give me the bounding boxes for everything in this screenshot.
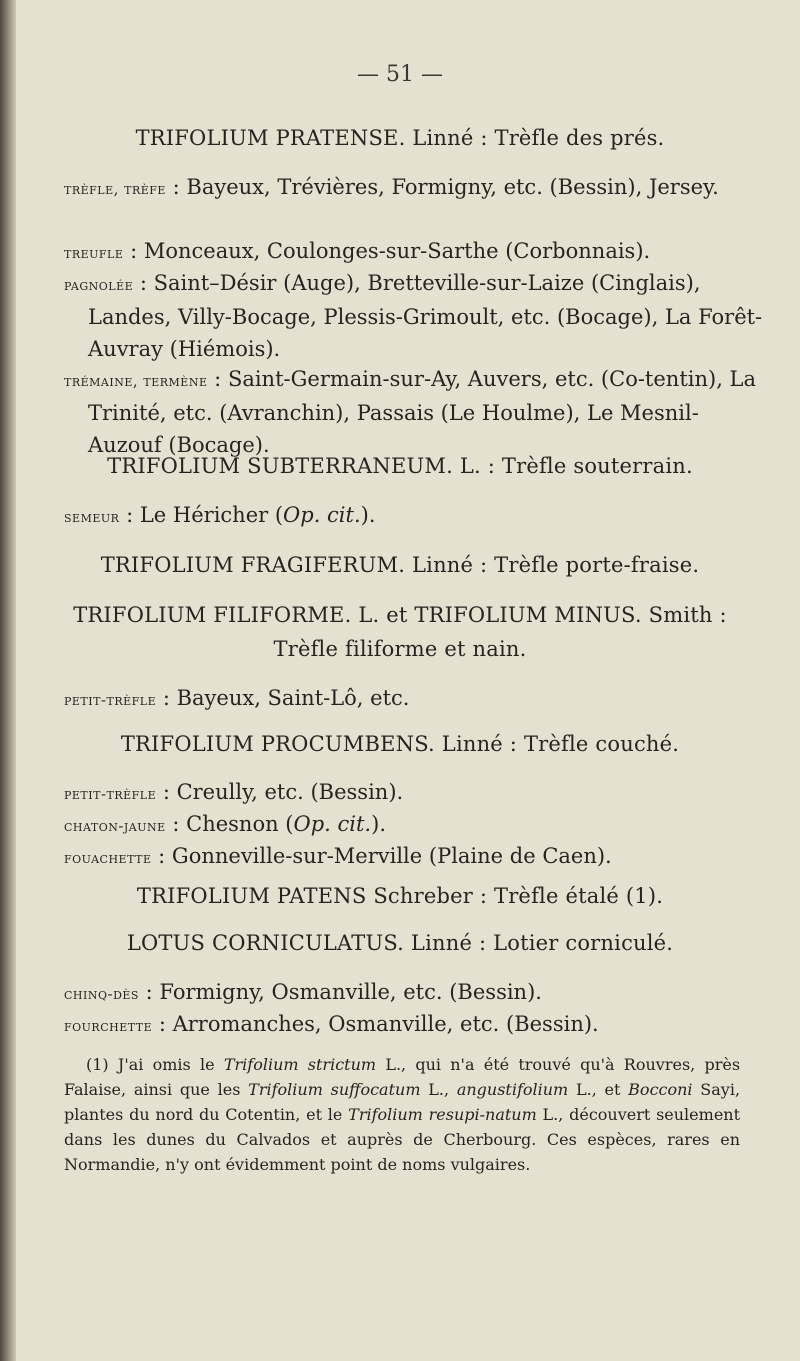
footnote-text: J'ai omis le	[117, 1055, 215, 1074]
vernacular-name: treufle	[64, 244, 124, 262]
vernacular-name: chaton-jaune	[64, 817, 166, 835]
entry-petit-trefle-2: petit-trèfle : Creully, etc. (Bessin).	[64, 780, 404, 804]
source-reference: Op. cit.	[293, 812, 372, 836]
footnote-text: L., et	[575, 1080, 621, 1099]
locality-text: Bayeux, Saint-Lô, etc.	[176, 686, 410, 710]
source-author: Le Héricher	[139, 503, 269, 527]
locality-text: Creully, etc. (Bessin).	[176, 780, 404, 804]
footnote-text: Sayi, plantes du nord du Cotentin, et le	[64, 1080, 741, 1124]
entry-fouachette: fouachette : Gonneville-sur-Merville (Plaine de Caen).	[64, 844, 612, 868]
footnote-species: Bocconi	[628, 1080, 693, 1099]
footnote-species: Trifolium strictum	[223, 1055, 377, 1074]
footnote-species: Trifolium suffocatum	[248, 1080, 421, 1099]
locality-text: Monceaux, Coulonges-sur-Sarthe (Corbonnais).	[143, 239, 651, 263]
section-title-trifolium-procumbens: TRIFOLIUM PROCUMBENS. Linné : Trèfle couché.	[120, 732, 680, 756]
locality-text: Saint–Désir (Auge), Bretteville-sur-Laize (Cinglais), Landes, Villy-Bocage, Plessis-Grimoult, etc. (Bocage), La Forêt-Auvray (Hiémois).	[88, 271, 763, 361]
footnote-marker: (1)	[86, 1055, 109, 1074]
entry-trefle-trefe: trèfle, trèfe : Bayeux, Trévières, Formigny, etc. (Bessin), Jersey.	[64, 175, 719, 199]
source-reference: Op. cit.	[283, 503, 361, 527]
section-title-trifolium-subterraneum: TRIFOLIUM SUBTERRANEUM. L. : Trèfle souterrain.	[107, 454, 693, 478]
vernacular-name: petit-trèfle	[64, 785, 157, 803]
entry-petit-trefle-1: petit-trèfle : Bayeux, Saint-Lô, etc.	[64, 686, 410, 710]
entry-tremaine-termene: trémaine, termène : Saint-Germain-sur-Ay, Auvers, etc. (Co-tentin), La Trinité, etc. (Avranchin), Passais (Le Houlme), Le Mesnil-Auzouf (Bocage).	[64, 367, 757, 457]
punctuation: .	[379, 812, 386, 836]
footnote-text: L.,	[428, 1080, 450, 1099]
vernacular-name: trèfle, trèfe	[64, 180, 166, 198]
footnote-text: L., qui n'a été trouvé qu'à Rouvres, près Falaise, ainsi que les	[64, 1055, 741, 1099]
entry-fourchette: fourchette : Arromanches, Osmanville, etc. (Bessin).	[64, 1012, 599, 1036]
entry-chaton-jaune: chaton-jaune : Chesnon (Op. cit.).	[64, 812, 386, 836]
section-title-trifolium-filiforme: TRIFOLIUM FILIFORME. L. et TRIFOLIUM MINUS. Smith :	[73, 603, 727, 627]
vernacular-name: pagnolée	[64, 276, 134, 294]
source-author: Chesnon	[186, 812, 279, 836]
locality-text: Bayeux, Trévières, Formigny, etc. (Bessin), Jersey.	[186, 175, 719, 199]
section-subtitle-trifolium-filiforme: Trèfle filiforme et nain.	[273, 637, 527, 661]
locality-text: Formigny, Osmanville, etc. (Bessin).	[159, 980, 542, 1004]
locality-text: Gonneville-sur-Merville (Plaine de Caen).	[171, 844, 612, 868]
vernacular-name: fourchette	[64, 1017, 153, 1035]
entry-semeur: semeur : Le Héricher (Op. cit.).	[64, 503, 376, 527]
entry-pagnolee: pagnolée : Saint–Désir (Auge), Bretteville-sur-Laize (Cinglais), Landes, Villy-Bocage, Plessis-Grimoult, etc. (Bocage), La Forêt-Auvray (Hiémois).	[64, 271, 763, 361]
vernacular-name: trémaine, termène	[64, 372, 208, 390]
vernacular-name: fouachette	[64, 849, 152, 867]
section-title-trifolium-fragiferum: TRIFOLIUM FRAGIFERUM. Linné : Trèfle porte-fraise.	[100, 553, 700, 577]
vernacular-name: semeur	[64, 508, 120, 526]
locality-text: Saint-Germain-sur-Ay, Auvers, etc. (Co-tentin), La Trinité, etc. (Avranchin), Passais (Le Houlme), Le Mesnil-Auzouf (Bocage).	[88, 367, 757, 457]
punctuation: .	[368, 503, 376, 527]
vernacular-name: chinq-dès	[64, 985, 139, 1003]
section-title-trifolium-pratense: TRIFOLIUM PRATENSE. Linné : Trèfle des prés.	[135, 126, 665, 150]
entry-chinq-des: chinq-dès : Formigny, Osmanville, etc. (Bessin).	[64, 980, 542, 1004]
footnote-species: angustifolium	[456, 1080, 569, 1099]
footnote	[64, 1052, 740, 1177]
footnote-text: L., découvert seulement dans les dunes du Calvados et auprès de Cherbourg. Ces espèces, rares en Normandie, n'y ont évidemment point de noms vulgaires.	[64, 1105, 741, 1174]
footnote-species: Trifolium resupi-natum	[348, 1105, 537, 1124]
page-number: — 51 —	[357, 62, 443, 87]
locality-text: Arromanches, Osmanville, etc. (Bessin).	[172, 1012, 599, 1036]
section-title-trifolium-patens: TRIFOLIUM PATENS Schreber : Trèfle étalé (1).	[136, 884, 664, 908]
section-title-lotus-corniculatus: LOTUS CORNICULATUS. Linné : Lotier corniculé.	[126, 931, 674, 955]
entry-treufle: treufle : Monceaux, Coulonges-sur-Sarthe (Corbonnais).	[64, 239, 651, 263]
vernacular-name: petit-trèfle	[64, 691, 157, 709]
